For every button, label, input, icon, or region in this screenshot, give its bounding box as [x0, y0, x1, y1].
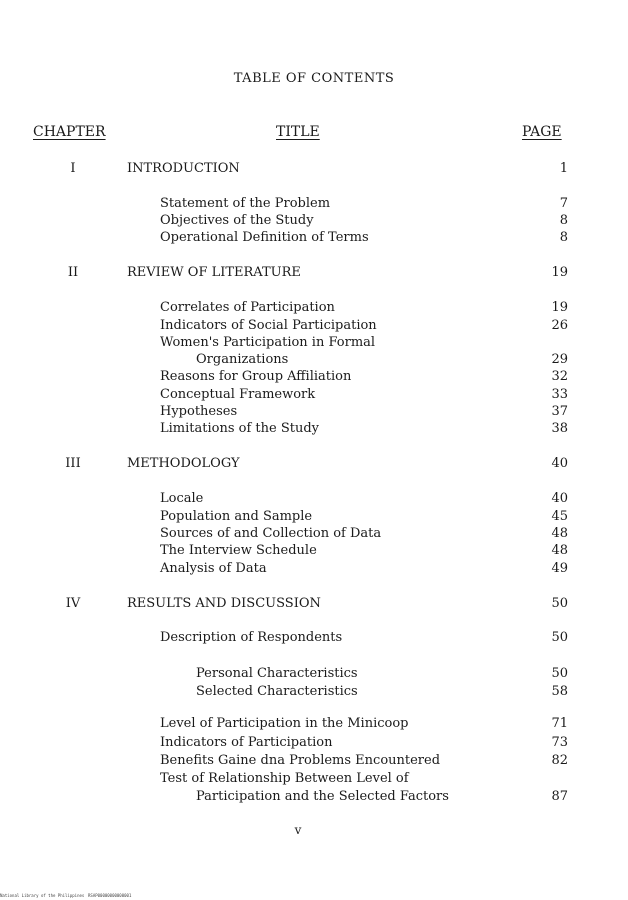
toc-entry: The Interview Schedule — [160, 543, 317, 558]
page-number: 48 — [551, 526, 568, 541]
column-header-chapter: CHAPTER — [33, 124, 106, 140]
page-number: 40 — [551, 456, 568, 471]
toc-entry: Locale — [160, 491, 204, 506]
page-number: 7 — [559, 196, 568, 211]
toc-entry: Statement of the Problem — [160, 196, 331, 211]
toc-entry: Population and Sample — [160, 509, 313, 524]
scan-id-label: RSAP00000000000001 — [88, 893, 132, 898]
toc-entry: Objectives of the Study — [160, 213, 314, 228]
page-number: 29 — [551, 352, 568, 367]
toc-entry: Participation and the Selected Factors — [196, 789, 449, 804]
toc-entry: Organizations — [196, 352, 289, 367]
toc-entry: Level of Participation in the Minicoop — [160, 716, 409, 731]
toc-entry: Indicators of Participation — [160, 735, 333, 750]
page-number: 49 — [551, 561, 568, 576]
page-number: 48 — [551, 543, 568, 558]
page-number: 87 — [551, 789, 568, 804]
toc-entry: Women's Participation in Formal — [160, 335, 376, 350]
toc-entry: Hypotheses — [160, 404, 238, 419]
chapter-title: RESULTS AND DISCUSSION — [127, 596, 321, 611]
page-number: 71 — [551, 716, 568, 731]
toc-entry: Limitations of the Study — [160, 421, 319, 436]
page-number: 50 — [551, 666, 568, 681]
toc-entry: Conceptual Framework — [160, 387, 316, 402]
toc-entry: Description of Respondents — [160, 630, 343, 645]
column-header-page: PAGE — [522, 124, 562, 140]
toc-entry: Analysis of Data — [160, 561, 267, 576]
chapter-title: REVIEW OF LITERATURE — [127, 265, 301, 280]
page-number: 19 — [551, 300, 568, 315]
page-number: 45 — [551, 509, 568, 524]
toc-entry: Selected Characteristics — [196, 684, 358, 699]
roman-page-number: v — [294, 823, 302, 837]
toc-entry: Test of Relationship Between Level of — [160, 771, 409, 786]
page-number: 8 — [559, 213, 568, 228]
page-number: 40 — [551, 491, 568, 506]
page-number: 26 — [551, 318, 568, 333]
chapter-title: METHODOLOGY — [127, 456, 240, 471]
chapter-number: II — [67, 265, 79, 280]
page-number: 32 — [551, 369, 568, 384]
toc-entry: Indicators of Social Participation — [160, 318, 377, 333]
page-number: 38 — [551, 421, 568, 436]
page-number: 19 — [551, 265, 568, 280]
page-title: TABLE OF CONTENTS — [233, 71, 395, 86]
page-number: 1 — [559, 161, 568, 176]
chapter-number: I — [70, 161, 76, 176]
chapter-title: INTRODUCTION — [127, 161, 240, 176]
page-number: 50 — [551, 630, 568, 645]
toc-entry: Personal Characteristics — [196, 666, 358, 681]
toc-entry: Correlates of Participation — [160, 300, 335, 315]
page-number: 33 — [551, 387, 568, 402]
page-number: 82 — [551, 753, 568, 768]
page-number: 37 — [551, 404, 568, 419]
toc-entry: Benefits Gaine dna Problems Encountered — [160, 753, 441, 768]
toc-entry: Reasons for Group Affiliation — [160, 369, 352, 384]
chapter-number: IV — [65, 596, 81, 611]
toc-entry: Operational Definition of Terms — [160, 230, 369, 245]
page-number: 58 — [551, 684, 568, 699]
page-number: 73 — [551, 735, 568, 750]
scan-source-label: National Library of the Philippines — [0, 893, 85, 898]
page-number: 50 — [551, 596, 568, 611]
chapter-number: III — [65, 456, 81, 471]
toc-entry: Sources of and Collection of Data — [160, 526, 382, 541]
column-header-title: TITLE — [276, 124, 320, 140]
page-number: 8 — [559, 230, 568, 245]
